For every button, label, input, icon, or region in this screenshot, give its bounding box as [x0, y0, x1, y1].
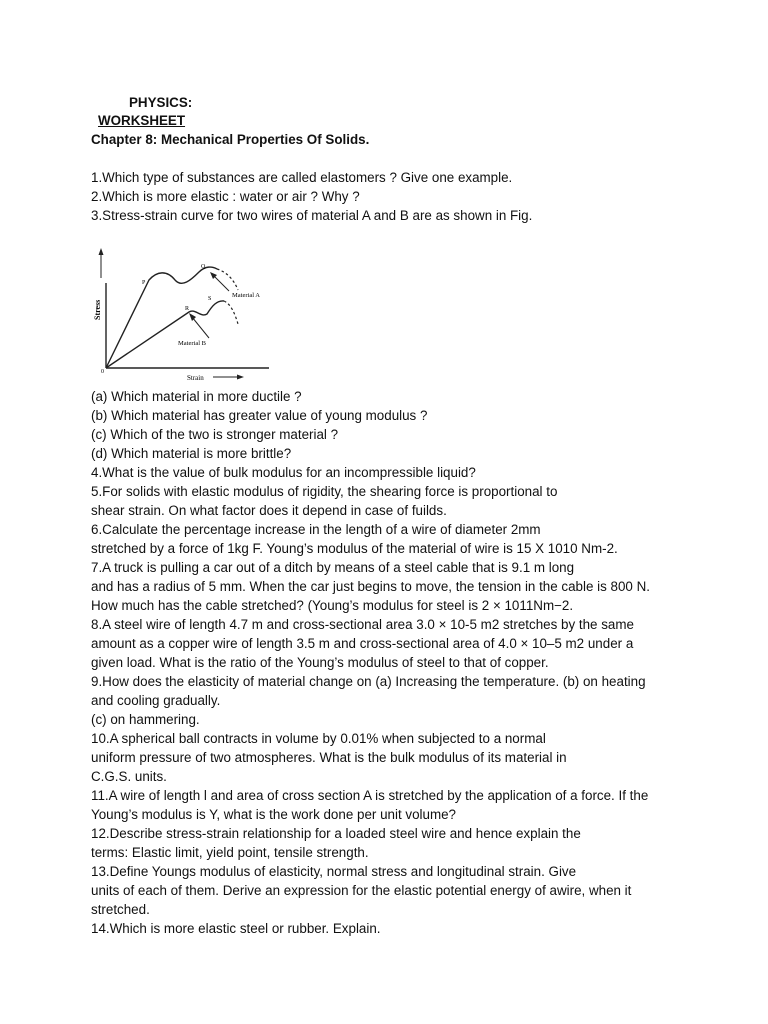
question-line: 9.How does the elasticity of material change on (a) Increasing the temperature. (b) on heating	[91, 674, 646, 689]
question-line: 1.Which type of substances are called elastomers ? Give one example.	[91, 170, 513, 185]
question-line: 3.Stress-strain curve for two wires of material A and B are as shown in Fig.	[91, 208, 533, 223]
worksheet-heading: WORKSHEET	[98, 113, 186, 128]
stress-strain-figure	[91, 228, 287, 388]
question-line: amount as a copper wire of length 3.5 m and cross-sectional area of 4.0 × 10–5 m2 under a	[91, 636, 634, 651]
question-line: 4.What is the value of bulk modulus for an incompressible liquid?	[91, 465, 476, 480]
material-b-dashed-end	[224, 301, 238, 324]
question-line: 5.For solids with elastic modulus of rigidity, the shearing force is proportional to	[91, 484, 558, 499]
question-line: (a) Which material in more ductile ?	[91, 389, 302, 404]
question-line: 14.Which is more elastic steel or rubber. Explain.	[91, 921, 381, 936]
question-line: (d) Which material is more brittle?	[91, 446, 292, 461]
point-r-label: R	[185, 306, 190, 312]
question-line: uniform pressure of two atmospheres. What is the bulk modulus of its material in	[91, 750, 567, 765]
question-line: 13.Define Youngs modulus of elasticity, normal stress and longitudinal strain. Give	[91, 864, 577, 879]
question-line: and has a radius of 5 mm. When the car just begins to move, the tension in the cable is 800 N.	[91, 579, 650, 594]
subject-heading: PHYSICS:	[129, 95, 193, 110]
question-line: 8.A steel wire of length 4.7 m and cross-sectional area 3.0 × 10-5 m2 stretches by the same	[91, 617, 634, 632]
question-line: 12.Describe stress-strain relationship for a loaded steel wire and hence explain the	[91, 826, 581, 841]
question-line: given load. What is the ratio of the Young’s modulus of steel to that of copper.	[91, 655, 549, 670]
stress-axis-label: Stress	[93, 299, 102, 320]
material-b-pointer-head	[189, 313, 196, 321]
question-line: (c) Which of the two is stronger material ?	[91, 427, 339, 442]
question-line: stretched.	[91, 902, 150, 917]
question-line: How much has the cable stretched? (Young’s modulus for steel is 2 × 1011Nm−2.	[91, 598, 574, 613]
question-line: 11.A wire of length l and area of cross section A is stretched by the application of a force. If the	[91, 788, 649, 803]
material-b-label: Material B	[178, 340, 206, 347]
question-line: shear strain. On what factor does it depend in case of fuilds.	[91, 503, 447, 518]
strain-arrow-head	[237, 375, 244, 380]
question-line: Young’s modulus is Y, what is the work done per unit volume?	[91, 807, 456, 822]
point-q-label: Q	[201, 264, 206, 270]
stress-arrow-head	[99, 248, 104, 255]
question-line: C.G.S. units.	[91, 769, 167, 784]
material-a-pointer	[213, 275, 229, 291]
chapter-title: Chapter 8: Mechanical Properties Of Solids.	[91, 132, 370, 147]
material-a-label: Material A	[232, 292, 260, 299]
question-line: terms: Elastic limit, yield point, tensile strength.	[91, 845, 369, 860]
strain-axis-label: Strain	[187, 374, 204, 382]
question-line: 6.Calculate the percentage increase in the length of a wire of diameter 2mm	[91, 522, 541, 537]
material-b-pointer	[192, 317, 209, 338]
question-line: 10.A spherical ball contracts in volume by 0.01% when subjected to a normal	[91, 731, 546, 746]
point-s-label: S	[208, 296, 212, 302]
question-line: 2.Which is more elastic : water or air ? Why ?	[91, 189, 360, 204]
question-line: and cooling gradually.	[91, 693, 221, 708]
question-line: 7.A truck is pulling a car out of a ditch by means of a steel cable that is 9.1 m long	[91, 560, 575, 575]
question-line: units of each of them. Derive an expression for the elastic potential energy of awire, when it	[91, 883, 632, 898]
question-line: (b) Which material has greater value of young modulus ?	[91, 408, 428, 423]
question-line: (c) on hammering.	[91, 712, 200, 727]
material-a-dashed-end	[217, 269, 238, 290]
origin-label: 0	[101, 369, 104, 375]
material-a-curve	[106, 267, 217, 368]
point-p-label: P	[142, 280, 146, 286]
question-line: stretched by a force of 1kg F. Young’s modulus of the material of wire is 15 X 1010 Nm-2.	[91, 541, 618, 556]
